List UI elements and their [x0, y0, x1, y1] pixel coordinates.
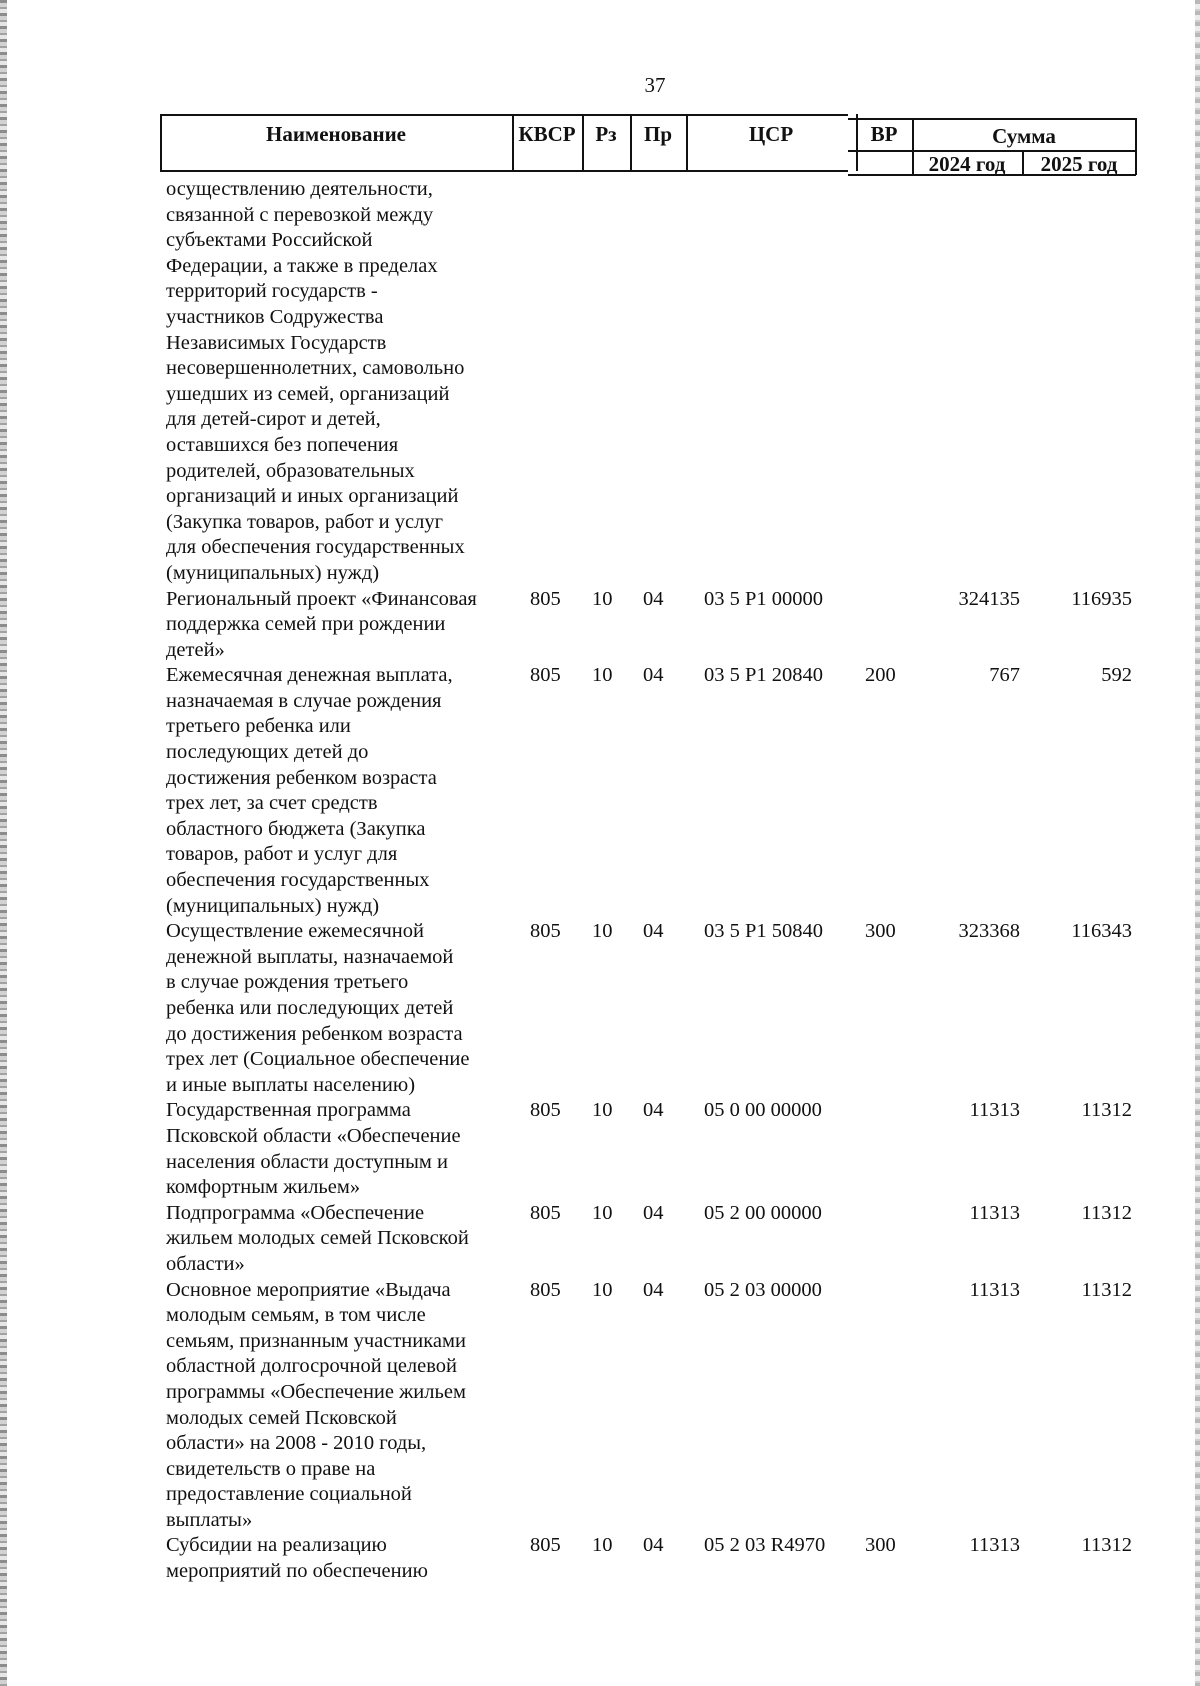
row-sum-2024: 11313 — [969, 1534, 1020, 1557]
table-row — [160, 1533, 1136, 1584]
row-sum-2025: 11312 — [1081, 1278, 1132, 1301]
row-pr: 04 — [643, 1201, 664, 1224]
row-rz: 10 — [592, 587, 613, 610]
row-name: Ежемесячная денежная выплата, назначаемая в случае рождения третьего ребенка или последующих детей до достижения ребенком возраста трех лет, за счет средств областного бюджета (Закупка товаров, работ и услуг для обеспечения государственных (муниципальных) нужд) — [166, 664, 453, 917]
table-body — [160, 177, 1136, 1585]
row-pr: 04 — [643, 664, 664, 687]
row-sum-2024: 11313 — [969, 1099, 1020, 1122]
row-pr: 04 — [643, 587, 664, 610]
table-row — [160, 587, 1136, 664]
row-csr: 03 5 Р1 00000 — [704, 587, 824, 610]
page-number: 37 — [644, 73, 666, 97]
header-bottom-border — [160, 170, 848, 172]
header-top-border-mid — [512, 114, 848, 116]
row-sum-2024: 11313 — [969, 1278, 1020, 1301]
table-row — [160, 919, 1136, 1098]
table-row — [160, 1278, 1136, 1534]
row-name: Подпрограмма «Обеспечение жильем молодых семей Псковской области» — [166, 1201, 469, 1275]
header-vr: ВР — [870, 122, 898, 146]
row-csr: 05 2 00 00000 — [704, 1201, 822, 1224]
table-row — [160, 1201, 1136, 1278]
row-name: Региональный проект «Финансовая поддержка семей при рождении детей» — [166, 587, 477, 661]
table-row — [160, 663, 1136, 919]
header-sum: Сумма — [992, 124, 1056, 148]
row-rz: 10 — [592, 1099, 613, 1122]
row-name: осуществлению деятельности, связанной с перевозкой между субъектами Российской Федерации, а также в пределах территорий государств - участников Содружества Независимых Государств несовершеннолетних, самовольно ушедших из семей, организаций для детей-сирот и детей, оставшихся без попечения родителей, образовательных организаций и иных организаций (Закупка товаров, работ и услуг для обеспечения государственных (муниципальных) нужд) — [166, 178, 465, 584]
row-sum-2025: 11312 — [1081, 1534, 1132, 1557]
header-name: Наименование — [266, 122, 406, 146]
row-pr: 04 — [643, 920, 664, 943]
header-year-2025: 2025 год — [1040, 152, 1118, 176]
header-csr: ЦСР — [748, 122, 794, 146]
row-rz: 10 — [592, 920, 613, 943]
row-kvsr: 805 — [530, 920, 561, 943]
scan-edge-right — [1195, 0, 1200, 1686]
row-pr: 04 — [643, 1099, 664, 1122]
row-sum-2025: 592 — [1101, 664, 1132, 687]
row-kvsr: 805 — [530, 1278, 561, 1301]
scan-edge-left — [0, 0, 7, 1686]
row-csr: 03 5 Р1 20840 — [704, 664, 824, 687]
row-csr: 05 0 00 00000 — [704, 1099, 822, 1122]
row-name: Государственная программа Псковской области «Обеспечение населения области доступным и комфортным жильем» — [166, 1099, 461, 1199]
row-kvsr: 805 — [530, 1534, 561, 1557]
row-sum-2024: 324135 — [958, 587, 1020, 610]
row-kvsr: 805 — [530, 587, 561, 610]
row-rz: 10 — [592, 1278, 613, 1301]
row-csr: 05 2 03 R4970 — [704, 1534, 826, 1557]
row-sum-2024: 767 — [989, 664, 1020, 687]
row-csr: 05 2 03 00000 — [704, 1278, 822, 1301]
row-kvsr: 805 — [530, 664, 561, 687]
row-vr: 300 — [865, 920, 896, 943]
row-csr: 03 5 Р1 50840 — [704, 920, 824, 943]
table-row — [160, 1098, 1136, 1200]
row-vr: 300 — [865, 1534, 896, 1557]
row-sum-2025: 11312 — [1081, 1201, 1132, 1224]
row-rz: 10 — [592, 1534, 613, 1557]
table-row — [160, 177, 1136, 587]
row-pr: 04 — [643, 1278, 664, 1301]
table-header — [160, 114, 1136, 176]
header-year-2024: 2024 год — [928, 152, 1006, 176]
row-kvsr: 805 — [530, 1099, 561, 1122]
row-rz: 10 — [592, 664, 613, 687]
header-top-border — [160, 114, 512, 116]
row-kvsr: 805 — [530, 1201, 561, 1224]
row-sum-2025: 11312 — [1081, 1099, 1132, 1122]
row-rz: 10 — [592, 1201, 613, 1224]
header-top-border-sum — [848, 118, 1136, 120]
header-rz: Рз — [595, 122, 617, 146]
row-pr: 04 — [643, 1534, 664, 1557]
header-pr: Пр — [643, 122, 672, 146]
row-name: Основное мероприятие «Выдача молодым семьям, в том числе семьям, признанным участниками областной долгосрочной целевой программы «Обеспечение жильем молодых семей Псковской области» на 2008 - 2010 годы, свидетельств о праве на предоставление социальной выплаты» — [166, 1278, 466, 1531]
row-sum-2025: 116935 — [1071, 587, 1132, 610]
row-name: Субсидии на реализацию мероприятий по обеспечению — [166, 1534, 428, 1583]
row-sum-2024: 323368 — [958, 920, 1020, 943]
row-sum-2024: 11313 — [969, 1201, 1020, 1224]
row-sum-2025: 116343 — [1071, 920, 1132, 943]
row-name: Осуществление ежемесячной денежной выплаты, назначаемой в случае рождения третьего ребенка или последующих детей до достижения ребенком возраста трех лет (Социальное обеспечение и иные выплаты населению) — [166, 920, 470, 1096]
row-vr: 200 — [865, 664, 896, 687]
header-kvsr: КВСР — [518, 122, 576, 146]
